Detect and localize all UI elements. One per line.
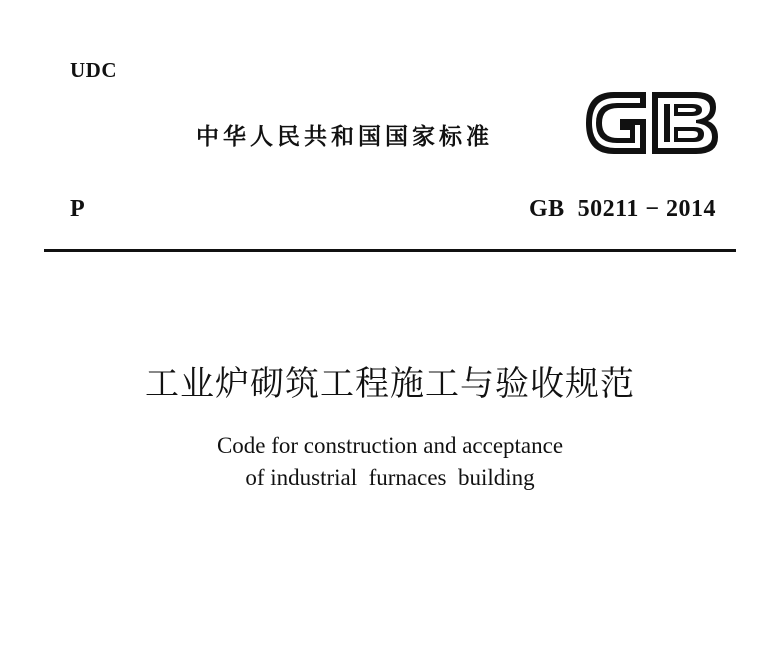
udc-label: UDC bbox=[70, 58, 117, 82]
header-divider bbox=[44, 249, 736, 252]
title-english bbox=[0, 430, 780, 494]
standard-number: GB 50211 − 2014 bbox=[528, 196, 716, 222]
title-english-line-1: Code for construction and acceptance bbox=[216, 433, 564, 458]
title-english-line-2: of industrial furnaces building bbox=[245, 465, 535, 490]
title-chinese: 工业炉砌筑工程施工与验收规范 bbox=[145, 364, 635, 404]
gb-logo-icon bbox=[584, 90, 720, 156]
category-code: P bbox=[70, 196, 85, 222]
national-standard-title: 中华人民共和国国家标准 bbox=[196, 124, 493, 150]
